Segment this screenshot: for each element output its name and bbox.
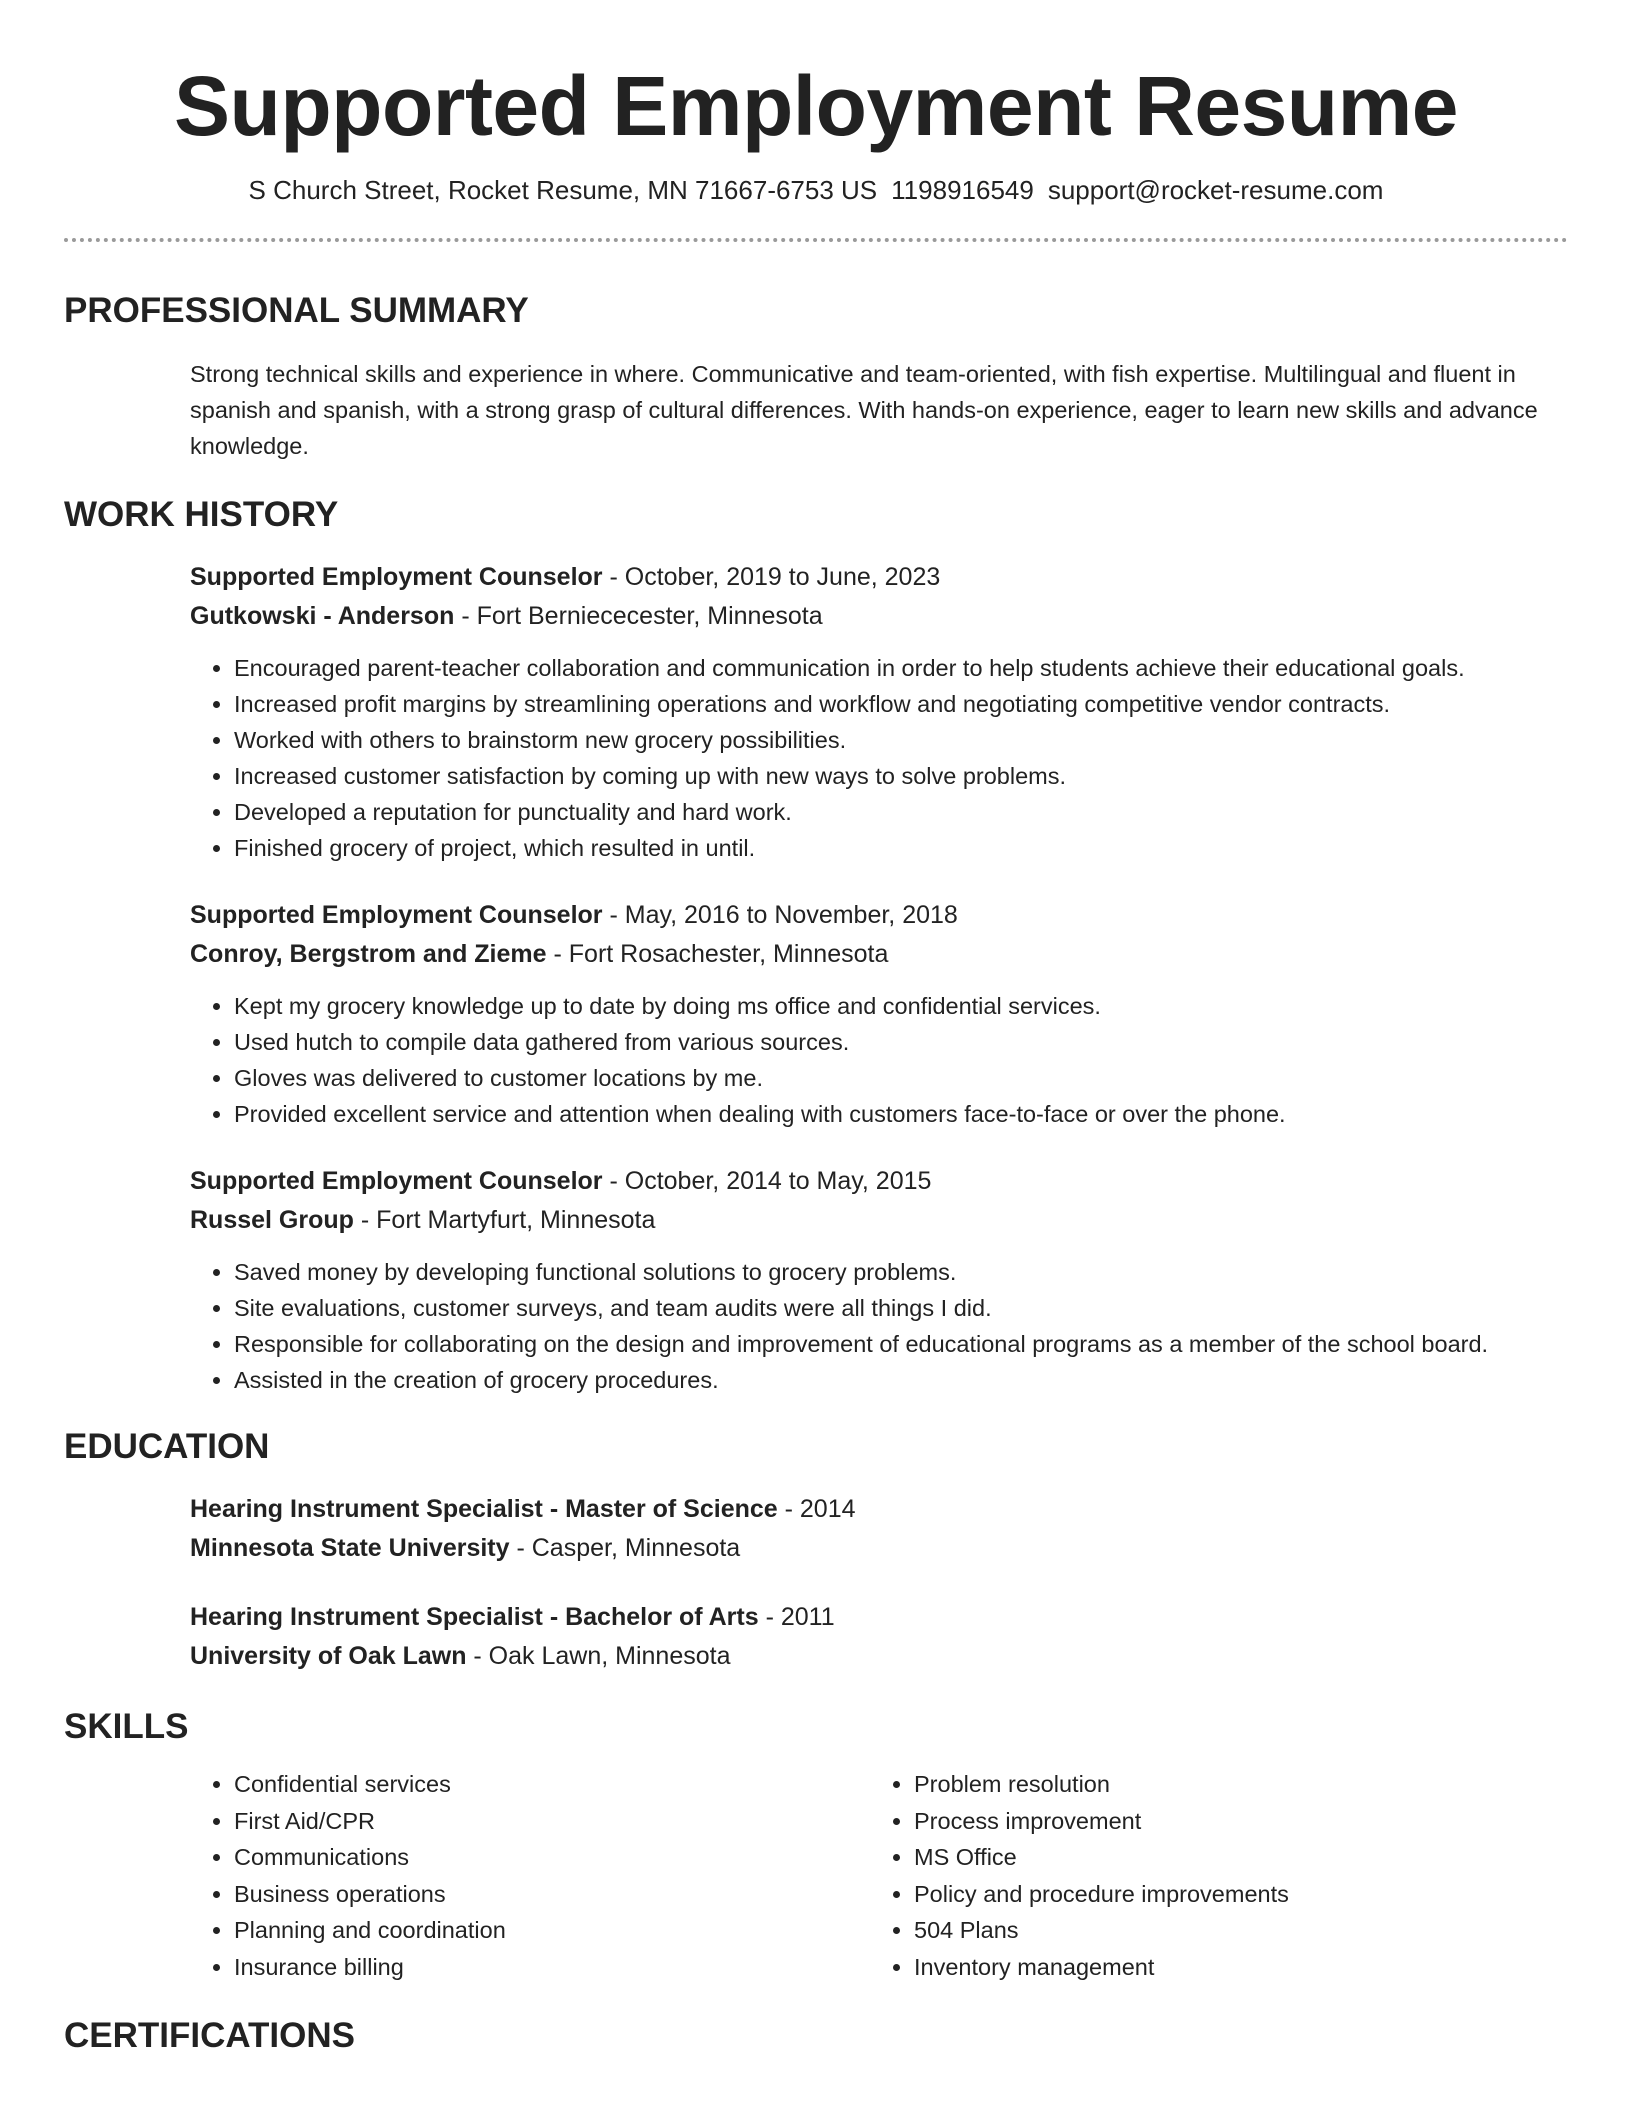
job-dates: - October, 2019 to June, 2023: [602, 563, 941, 591]
list-item: • Used hutch to compile data gathered from various sources.: [234, 1024, 1568, 1060]
education-school: University of Oak Lawn: [190, 1642, 467, 1670]
job-role: Supported Employment Counselor: [190, 1167, 603, 1195]
list-item: • Assisted in the creation of grocery procedures.: [234, 1362, 1568, 1398]
section-title-education: EDUCATION: [64, 1427, 270, 1466]
resume-page: [64, 0, 1568, 2057]
education-location: - Oak Lawn, Minnesota: [466, 1642, 731, 1670]
job-dates: - October, 2014 to May, 2015: [602, 1167, 932, 1195]
job-role-line: [190, 1162, 1568, 1201]
job-company-line: [190, 597, 1568, 636]
education-school-line: [190, 1637, 1568, 1676]
job-company-line: [190, 935, 1568, 974]
list-item: • Kept my grocery knowledge up to date by doing ms office and confidential services.: [234, 988, 1568, 1024]
list-item: • Process improvement: [914, 1803, 1550, 1840]
education-degree-line: [190, 1598, 1568, 1637]
list-item: • Inventory management: [914, 1949, 1550, 1986]
list-item: • Site evaluations, customer surveys, and team audits were all things I did.: [234, 1290, 1568, 1326]
list-item: • Encouraged parent-teacher collaboration and communication in order to help students achieve their educational goals.: [234, 650, 1568, 686]
job-company-line: [190, 1201, 1568, 1240]
list-item: • Provided excellent service and attention when dealing with customers face-to-face or over the phone.: [234, 1096, 1568, 1132]
list-item: • Business operations: [234, 1876, 870, 1913]
job-bullets: [190, 1254, 1568, 1398]
job-company: Conroy, Bergstrom and Zieme: [190, 940, 547, 968]
section-title-summary: PROFESSIONAL SUMMARY: [64, 291, 529, 330]
summary-text: Strong technical skills and experience in where. Communicative and team-oriented, with fish expertise. Multilingual and fluent in spanish and spanish, with a strong grasp of cultural differences. With hands-on experience, eager to learn new skills and advance knowledge.: [190, 361, 1538, 459]
list-item: • Insurance billing: [234, 1949, 870, 1986]
contact-phone: 1198916549: [891, 175, 1034, 205]
job-entry: [190, 1162, 1568, 1398]
job-company: Russel Group: [190, 1206, 354, 1234]
section-title-certifications: CERTIFICATIONS: [64, 2016, 356, 2055]
education-school: Minnesota State University: [190, 1534, 510, 1562]
list-item: • 504 Plans: [914, 1912, 1550, 1949]
education-entry: [190, 1490, 1568, 1568]
contact-email: support@rocket-resume.com: [1047, 175, 1384, 205]
job-entry: [190, 558, 1568, 866]
education-school-line: [190, 1529, 1568, 1568]
job-location: - Fort Berniececester, Minnesota: [454, 602, 823, 630]
skills-column-right: [870, 1766, 1550, 1985]
job-company: Gutkowski - Anderson: [190, 602, 455, 630]
list-item: • MS Office: [914, 1839, 1550, 1876]
list-item: • Saved money by developing functional solutions to grocery problems.: [234, 1254, 1568, 1290]
education-degree: Hearing Instrument Specialist - Bachelor of Arts: [190, 1603, 759, 1631]
list-item: • Increased customer satisfaction by coming up with new ways to solve problems.: [234, 758, 1568, 794]
section-title-skills: SKILLS: [64, 1707, 189, 1746]
job-role-line: [190, 896, 1568, 935]
list-item: • Worked with others to brainstorm new grocery possibilities.: [234, 722, 1568, 758]
education-entry: [190, 1598, 1568, 1676]
contact-line: [64, 174, 1568, 206]
job-location: - Fort Rosachester, Minnesota: [546, 940, 889, 968]
header-divider: [64, 238, 1568, 242]
job-bullets: [190, 650, 1568, 866]
job-location: - Fort Martyfurt, Minnesota: [353, 1206, 656, 1234]
skills-column-left: [190, 1766, 870, 1985]
job-role: Supported Employment Counselor: [190, 563, 603, 591]
list-item: • First Aid/CPR: [234, 1803, 870, 1840]
education-degree-line: [190, 1490, 1568, 1529]
list-item: • Increased profit margins by streamlining operations and workflow and negotiating competitive vendor contracts.: [234, 686, 1568, 722]
list-item: • Planning and coordination: [234, 1912, 870, 1949]
job-role: Supported Employment Counselor: [190, 901, 603, 929]
list-item: • Policy and procedure improvements: [914, 1876, 1550, 1913]
list-item: • Gloves was delivered to customer locations by me.: [234, 1060, 1568, 1096]
list-item: • Finished grocery of project, which resulted in until.: [234, 830, 1568, 866]
education-year: - 2011: [758, 1603, 835, 1631]
section-title-work-history: WORK HISTORY: [64, 495, 339, 534]
skills-grid: [190, 1766, 1568, 1985]
list-item: • Confidential services: [234, 1766, 870, 1803]
job-role-line: [190, 558, 1568, 597]
list-item: • Problem resolution: [914, 1766, 1550, 1803]
job-dates: - May, 2016 to November, 2018: [602, 901, 958, 929]
list-item: • Communications: [234, 1839, 870, 1876]
contact-address: S Church Street, Rocket Resume, MN 71667-6753 US: [248, 175, 878, 205]
list-item: • Responsible for collaborating on the design and improvement of educational programs as a member of the school board.: [234, 1326, 1568, 1362]
job-bullets: [190, 988, 1568, 1132]
education-degree: Hearing Instrument Specialist - Master of Science: [190, 1495, 778, 1523]
list-item: • Developed a reputation for punctuality and hard work.: [234, 794, 1568, 830]
education-year: - 2014: [777, 1495, 856, 1523]
education-location: - Casper, Minnesota: [509, 1534, 741, 1562]
job-entry: [190, 896, 1568, 1132]
resume-title: Supported Employment Resume: [173, 59, 1459, 153]
